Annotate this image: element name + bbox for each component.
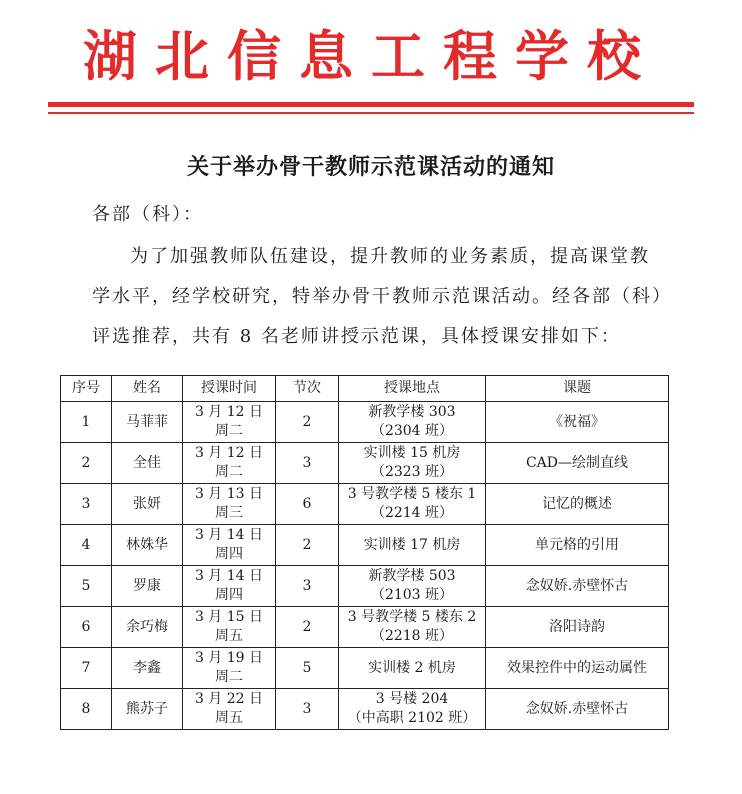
cell-no: 6: [61, 607, 112, 648]
cell-weekday: 周二: [215, 669, 243, 685]
cell-time: [183, 566, 276, 607]
cell-session: 2: [276, 525, 339, 566]
schedule-body: [61, 402, 669, 730]
table-row: [61, 607, 669, 648]
cell-weekday: 周五: [215, 710, 243, 726]
cell-no: 7: [61, 648, 112, 689]
cell-name: 张妍: [112, 484, 183, 525]
header-name: 姓名: [112, 376, 183, 402]
cell-topic: 效果控件中的运动属性: [486, 648, 669, 689]
cell-name: 熊苏子: [112, 689, 183, 730]
cell-location-note: （中高职 2102 班）: [347, 710, 477, 726]
cell-time: [183, 525, 276, 566]
cell-no: 3: [61, 484, 112, 525]
schedule-table: [60, 375, 669, 730]
body-line-1: 为了加强教师队伍建设，提升教师的业务素质，提高课堂教: [130, 246, 650, 267]
cell-location-note: （2218 班）: [370, 628, 454, 644]
table-row: [61, 443, 669, 484]
cell-no: 1: [61, 402, 112, 443]
cell-weekday: 周三: [215, 505, 243, 521]
cell-name: 全佳: [112, 443, 183, 484]
cell-time: [183, 607, 276, 648]
header-time: 授课时间: [183, 376, 276, 402]
cell-date: 3 月 15 日: [194, 609, 264, 625]
cell-date: 3 月 14 日: [194, 568, 264, 584]
cell-no: 5: [61, 566, 112, 607]
cell-location: [339, 607, 486, 648]
cell-no: 8: [61, 689, 112, 730]
cell-location: [339, 402, 486, 443]
cell-location-main: 实训楼 15 机房: [363, 445, 461, 461]
cell-location: [339, 566, 486, 607]
cell-location-main: 实训楼 2 机房: [368, 659, 456, 676]
cell-date: 3 月 14 日: [194, 527, 264, 543]
header-no: 序号: [61, 376, 112, 402]
cell-date: 3 月 19 日: [194, 650, 264, 666]
cell-location: [339, 443, 486, 484]
cell-location-main: 3 号教学楼 5 楼东 2: [347, 609, 477, 625]
cell-time: [183, 484, 276, 525]
cell-topic: 洛阳诗韵: [486, 607, 669, 648]
cell-weekday: 周二: [215, 464, 243, 480]
table-row: [61, 525, 669, 566]
cell-location-main: 新教学楼 503: [368, 568, 456, 584]
cell-topic: CAD—绘制直线: [486, 443, 669, 484]
cell-session: 3: [276, 443, 339, 484]
cell-session: 3: [276, 689, 339, 730]
cell-session: 2: [276, 607, 339, 648]
cell-weekday: 周四: [215, 546, 243, 562]
cell-location: [339, 689, 486, 730]
cell-time: [183, 689, 276, 730]
cell-time: [183, 648, 276, 689]
cell-session: 2: [276, 402, 339, 443]
cell-location-note: （2304 班）: [370, 423, 454, 439]
cell-date: 3 月 22 日: [194, 691, 264, 707]
table-row: [61, 648, 669, 689]
cell-name: 李鑫: [112, 648, 183, 689]
cell-location-main: 实训楼 17 机房: [363, 536, 461, 553]
cell-session: 5: [276, 648, 339, 689]
cell-topic: 念奴娇.赤壁怀古: [486, 566, 669, 607]
masthead-rule-thick: [48, 102, 694, 107]
body-line-2: 学水平，经学校研究，特举办骨干教师示范课活动。经各部（科）: [92, 286, 672, 307]
table-row: [61, 689, 669, 730]
cell-name: 余巧梅: [112, 607, 183, 648]
cell-topic: 记忆的概述: [486, 484, 669, 525]
cell-weekday: 周二: [215, 423, 243, 439]
cell-no: 2: [61, 443, 112, 484]
cell-name: 马菲菲: [112, 402, 183, 443]
body-line-3: 评选推荐，共有 8 名老师讲授示范课，具体授课安排如下：: [92, 326, 621, 347]
cell-no: 4: [61, 525, 112, 566]
header-location: 授课地点: [339, 376, 486, 402]
cell-location: [339, 484, 486, 525]
cell-topic: 单元格的引用: [486, 525, 669, 566]
table-header-row: [61, 376, 669, 402]
header-topic: 课题: [486, 376, 669, 402]
cell-topic: 念奴娇.赤壁怀古: [486, 689, 669, 730]
cell-date: 3 月 12 日: [194, 445, 264, 461]
table-row: [61, 484, 669, 525]
cell-session: 6: [276, 484, 339, 525]
cell-weekday: 周四: [215, 587, 243, 603]
cell-location-main: 3 号教学楼 5 楼东 1: [347, 486, 477, 502]
table-row: [61, 566, 669, 607]
school-masthead: 湖北信息工程学校: [83, 25, 659, 88]
masthead-rule-thin: [48, 112, 694, 114]
notice-title: 关于举办骨干教师示范课活动的通知: [186, 154, 555, 180]
cell-location: [339, 525, 486, 566]
table-row: [61, 402, 669, 443]
cell-location: [339, 648, 486, 689]
cell-date: 3 月 13 日: [194, 486, 264, 502]
header-session: 节次: [276, 376, 339, 402]
cell-location-note: （2323 班）: [370, 464, 454, 480]
notice-salutation: 各部（科）：: [92, 204, 203, 225]
cell-name: 罗康: [112, 566, 183, 607]
cell-location-main: 新教学楼 303: [368, 404, 456, 420]
cell-topic: 《祝福》: [486, 402, 669, 443]
cell-time: [183, 402, 276, 443]
cell-name: 林姝华: [112, 525, 183, 566]
cell-location-main: 3 号楼 204: [375, 691, 449, 707]
cell-session: 3: [276, 566, 339, 607]
cell-location-note: （2103 班）: [370, 587, 454, 603]
notice-body: [92, 237, 682, 357]
cell-time: [183, 443, 276, 484]
cell-date: 3 月 12 日: [194, 404, 264, 420]
cell-location-note: （2214 班）: [370, 505, 454, 521]
cell-weekday: 周五: [215, 628, 243, 644]
